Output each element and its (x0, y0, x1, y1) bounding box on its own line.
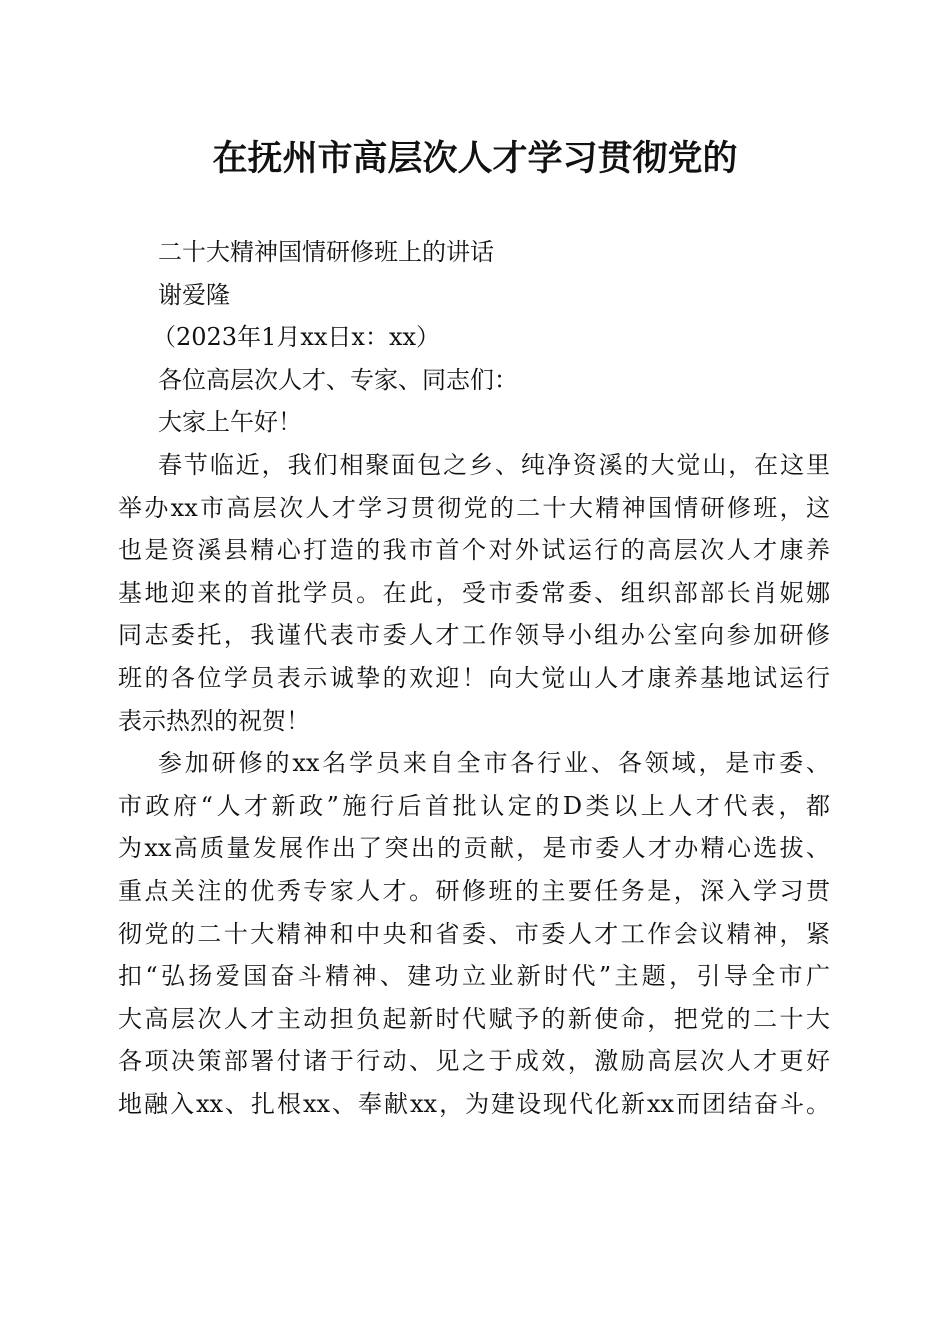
paragraph-line: 举办xx市高层次人才学习贯彻党的二十大精神国情研修班，这 (118, 493, 830, 522)
paragraph-2 (118, 742, 830, 1125)
paragraph-line: 各项决策部署付诸于行动、见之于成效，激励高层次人才更好 (118, 1047, 830, 1076)
paragraph-line: 扣“弘扬爱国奋斗精神、建功立业新时代”主题，引导全市广 (118, 962, 830, 991)
paragraph-line: 为xx高质量发展作出了突出的贡献，是市委人才办精心选拔、 (118, 834, 830, 863)
paragraph-line: 彻党的二十大精神和中央和省委、市委人才工作会议精神，紧 (118, 919, 830, 948)
paragraph-1 (118, 444, 830, 742)
paragraph-line: 基地迎来的首批学员。在此，受市委常委、组织部部长肖妮娜 (118, 578, 830, 607)
paragraph-line: 重点关注的优秀专家人才。研修班的主要任务是，深入学习贯 (118, 876, 830, 905)
author-name: 谢爱隆 (158, 280, 230, 309)
paragraph-line: 市政府“人才新政”施行后首批认定的D类以上人才代表，都 (118, 791, 830, 820)
paragraph-line: 同志委托，我谨代表市委人才工作领导小组办公室向参加研修 (118, 621, 830, 650)
greeting: 大家上午好！ (158, 408, 302, 437)
paragraph-line: 春节临近，我们相聚面包之乡、纯净资溪的大觉山，在这里 (158, 450, 830, 479)
paragraph-line: 参加研修的xx名学员来自全市各行业、各领域，是市委、 (158, 749, 830, 778)
salutation: 各位高层次人才、专家、同志们： (158, 365, 518, 394)
paragraph-line: 表示热烈的祝贺！ (118, 706, 310, 735)
document-title: 在抚州市高层次人才学习贯彻党的 (212, 139, 738, 179)
speech-date: （2023年1月xx日x：xx） (152, 323, 441, 352)
subtitle-line: 二十大精神国情研修班上的讲话 (158, 238, 494, 266)
paragraph-line: 地融入xx、扎根xx、奉献xx，为建设现代化新xx而团结奋斗。 (118, 1089, 830, 1118)
paragraph-line: 也是资溪县精心打造的我市首个对外试运行的高层次人才康养 (118, 536, 830, 565)
document-body (118, 231, 830, 1125)
paragraph-line: 大高层次人才主动担负起新时代赋予的新使命，把党的二十大 (118, 1004, 830, 1033)
paragraph-line: 班的各位学员表示诚挚的欢迎！向大觉山人才康养基地试运行 (118, 663, 830, 692)
